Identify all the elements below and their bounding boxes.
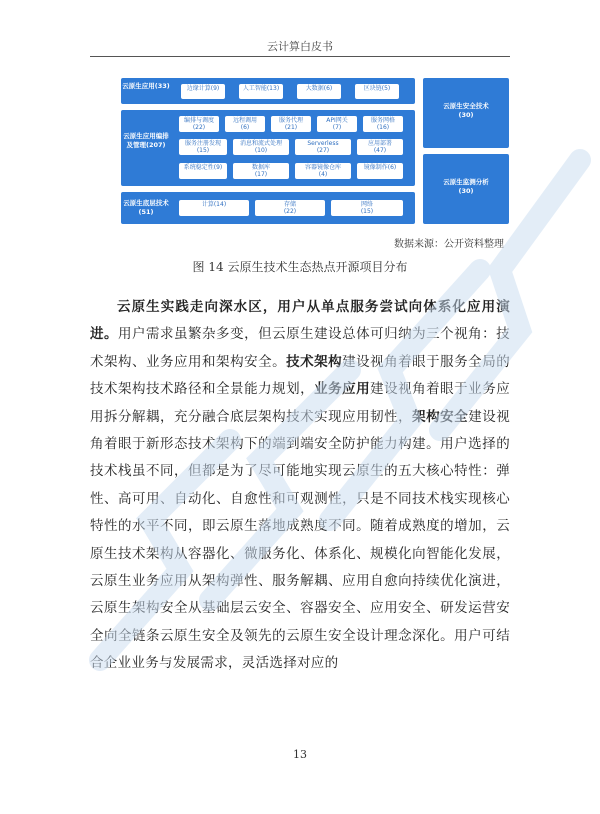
page-number: 13: [293, 748, 307, 761]
figure-box: 容器镜像仓库 (4): [295, 163, 351, 179]
figure-box: 计算(14): [179, 200, 249, 216]
figure-caption: 图 14 云原生技术生态热点开源项目分布: [192, 260, 408, 274]
band-infrastructure: [121, 192, 415, 224]
band-label: 云原生应用编排及管理(207): [123, 132, 169, 149]
band-cloud-native-apps: [121, 78, 415, 104]
side-monitoring: 云原生监测分析 (30): [423, 154, 509, 224]
ecosystem-figure: [121, 78, 509, 224]
figure-box: 消息和流式处理 (10): [233, 139, 289, 155]
figure-box: 网络 (15): [331, 200, 403, 216]
figure-box: 存储 (22): [255, 200, 325, 216]
band-label: 云原生应用(33): [122, 82, 170, 90]
keyword-business-app: 业务应用: [314, 381, 371, 398]
keyword-tech-arch: 技术架构: [286, 353, 343, 370]
figure-box: 人工智能(13): [239, 84, 283, 99]
keyword-arch-security: 架构安全: [412, 408, 469, 425]
figure-box: 服务注册发现 (15): [179, 139, 227, 155]
paragraph: 云原生实践走向深水区，用户从单点服务尝试向体系化应用演进。用户需求虽繁杂多变，但云原生建设总体可归纳为三个视角：技术架构、业务应用和架构安全。技术架构建设视角着眼于服务全局的技术架构技术路径和全景能力规划，业务应用建设视角着眼于业务应用拆分解耦，充分融合底层架构技术实现应用韧性，架构安全建设视角着眼于新形态技术架构下的端到端安全防护能力构建。用户选择的技术栈虽不同，但都是为了尽可能地实现云原生的五大核心特性：弹性、高可用、自动化、自愈性和可观测性，只是不同技术栈实现核心特性的水平不同，即云原生落地成熟度不同。随着成熟度的增加，云原生技术架构从容器化、微服务化、体系化、规模化向智能化发展，云原生业务应用从架构弹性、服务解耦、应用自愈向持续优化演进，云原生架构安全从基础层云安全、容器安全、应用安全、研发运营安全向全链条云原生安全及领先的云原生安全设计理念深化。用户可结合企业业务与发展需求，灵活选择对应的: [90, 299, 511, 672]
running-header: 云计算白皮书: [267, 40, 333, 53]
body-text: [90, 294, 510, 678]
band-orchestration: [121, 110, 415, 186]
figure-box: 服务网格 (16): [363, 116, 403, 132]
header-rule: [90, 56, 510, 57]
figure-box: API网关 (7): [317, 116, 357, 132]
figure-box: 服务代理 (21): [271, 116, 311, 132]
figure-box: 系统稳定性(9): [179, 163, 227, 179]
figure-box: 应用部署 (47): [357, 139, 403, 155]
bold-lead: 云原生实践走向深水区，用户从单点服务尝试向体系化应用演进。: [90, 299, 510, 343]
band-label: 云原生底层技术(51): [123, 199, 169, 216]
figure-box: 区块链(5): [355, 84, 399, 99]
figure-box: 远程调用 (6): [225, 116, 265, 132]
figure-box: 编排与调度 (22): [179, 116, 219, 132]
figure-box: 边缘计算(9): [181, 84, 225, 99]
figure-box: 数据库 (17): [233, 163, 289, 179]
side-security: 云原生安全技术 (30): [423, 78, 509, 148]
figure-box: 镜像制作(6): [357, 163, 403, 179]
figure-source: 数据来源：公开资料整理: [394, 239, 504, 250]
figure-box: 大数据(6): [297, 84, 341, 99]
figure-box: Serverless (27): [295, 139, 351, 155]
